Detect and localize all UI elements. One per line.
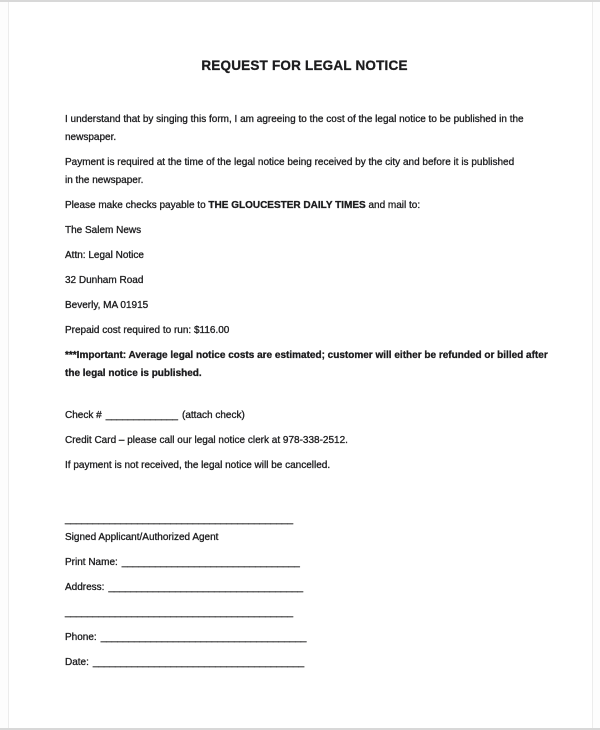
important-note-line2: the legal notice is published. xyxy=(65,368,202,379)
check-number-blank: _____________ xyxy=(105,410,178,421)
attach-check-note: (attach check) xyxy=(182,410,245,421)
important-note xyxy=(65,347,548,383)
date-blank: ______________________________________ xyxy=(92,657,305,668)
cancellation-line: If payment is not received, the legal notice will be cancelled. xyxy=(65,460,331,471)
prepaid-cost-line: Prepaid cost required to run: $116.00 xyxy=(65,325,230,336)
checks-payable-prefix: Please make checks payable to xyxy=(65,200,209,211)
address-blank: ___________________________________ xyxy=(108,582,304,593)
address-line2-blank: _________________________________________ xyxy=(65,607,294,618)
intro-paragraph-payment-line2: in the newspaper. xyxy=(65,175,144,186)
date-row xyxy=(65,654,544,672)
signature-label: Signed Applicant/Authorized Agent xyxy=(65,532,219,543)
phone-blank: _____________________________________ xyxy=(100,632,307,643)
address-label: Address: xyxy=(65,582,105,593)
phone-row xyxy=(65,629,544,647)
print-name-row xyxy=(65,554,544,572)
mailing-address-name: The Salem News xyxy=(65,225,142,236)
checks-payable-suffix: and mail to: xyxy=(365,200,421,211)
important-note-line1: ***Important: Average legal notice costs are estimated; customer will either be refunded or billed after xyxy=(65,350,548,361)
intro-paragraph-agreement-line2: newspaper. xyxy=(65,132,117,143)
date-label: Date: xyxy=(65,657,89,668)
mailing-address-street: 32 Dunham Road xyxy=(65,275,144,286)
intro-paragraph-agreement-line1: I understand that by singing this form, I am agreeing to the cost of the legal notice to be published in the xyxy=(65,114,524,125)
checks-payable-line xyxy=(65,197,544,215)
check-number-row xyxy=(65,407,544,425)
phone-label: Phone: xyxy=(65,632,97,643)
checks-payable-payee: THE GLOUCESTER DAILY TIMES xyxy=(208,200,366,211)
page-title: REQUEST FOR LEGAL NOTICE xyxy=(201,58,408,73)
credit-card-line: Credit Card – please call our legal notice clerk at 978-338-2512. xyxy=(65,435,348,446)
signature-line: _________________________________________ xyxy=(65,514,294,525)
print-name-blank: ________________________________ xyxy=(121,557,300,568)
mailing-address-city: Beverly, MA 01915 xyxy=(65,300,149,311)
intro-paragraph-payment-line1: Payment is required at the time of the legal notice being received by the city and before it is published xyxy=(65,157,515,168)
legal-notice-form-page xyxy=(8,2,593,728)
intro-paragraph-agreement xyxy=(65,111,544,147)
address-row xyxy=(65,579,544,597)
intro-paragraph-payment xyxy=(65,154,544,190)
check-number-label: Check # xyxy=(65,410,102,421)
mailing-address-attn: Attn: Legal Notice xyxy=(65,250,144,261)
print-name-label: Print Name: xyxy=(65,557,118,568)
